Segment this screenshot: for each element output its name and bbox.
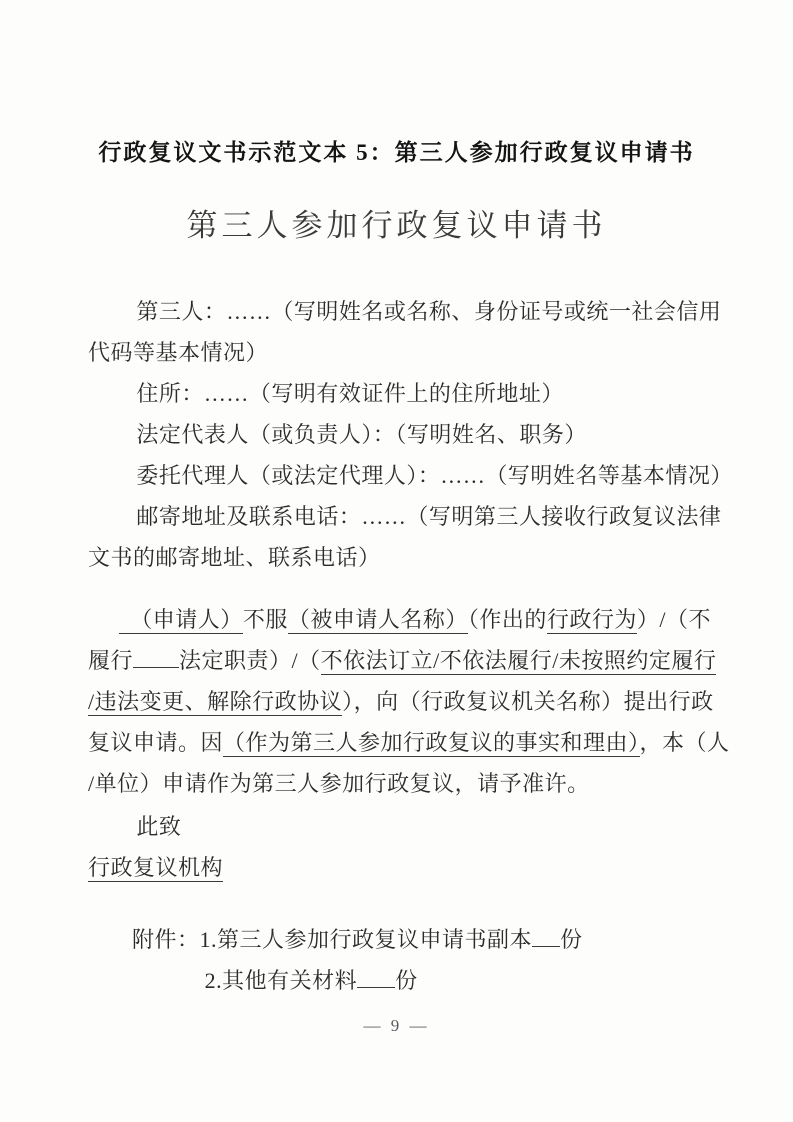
body-text: 法定职责）/（ — [179, 648, 321, 673]
body-line-5 — [88, 763, 716, 804]
document-header: 行政复议文书示范文本 5：第三人参加行政复议申请书 — [98, 140, 695, 165]
info-line-third-party: 第三人：……（写明姓名或名称、身份证号或统一社会信用 — [136, 299, 722, 324]
third-party-info-section — [88, 291, 733, 578]
info-line-legal-representative: 法定代表人（或负责人）：（写明姓名、职务） — [136, 422, 587, 447]
body-text: 不服 — [242, 607, 288, 632]
info-line-address: 住所：……（写明有效证件上的住所地址） — [136, 381, 564, 406]
attachment-item-2 — [132, 959, 583, 1000]
body-line-4 — [88, 722, 730, 763]
body-text: ，本（人 — [639, 730, 730, 755]
info-line-mailing-phone-cont: 文书的邮寄地址、联系电话） — [88, 545, 381, 570]
review-organ-line — [88, 847, 716, 888]
attachment-2-text: 2.其他有关材料 — [204, 968, 358, 993]
body-text: 复议申请。因 — [88, 730, 224, 755]
applicant-blank-underlined: （申请人） — [118, 607, 243, 632]
body-text: （作出的 — [467, 607, 547, 632]
statutory-duty-blank-field — [133, 667, 179, 668]
attachments-section — [132, 918, 583, 1000]
attachment-1-text: 1.第三人参加行政复议申请书副本 — [199, 927, 533, 952]
attachment-2-count-blank-field — [357, 987, 395, 988]
page-number: — 9 — — [363, 1016, 430, 1035]
body-text: ），向（行政复议机关名称）提出行政 — [342, 689, 714, 714]
agreement-violation-underlined-cont: /违法变更、解除行政协议 — [88, 689, 343, 714]
body-text: /单位）申请作为第三人参加行政复议，请予准许。 — [88, 771, 590, 796]
body-text: ）/（不 — [636, 607, 711, 632]
application-body-section — [88, 599, 730, 888]
attachment-1-count-blank-field — [532, 946, 560, 947]
body-line-3 — [88, 681, 716, 722]
attachment-2-unit: 份 — [395, 968, 418, 993]
attachments-label: 附件： — [132, 927, 200, 952]
agreement-violation-underlined: 不依法订立/不依法履行/未按照约定履行 — [320, 648, 717, 673]
administrative-act-underlined: 行政行为 — [546, 607, 637, 632]
body-line-2 — [88, 640, 716, 681]
info-line-mailing-phone: 邮寄地址及联系电话：……（写明第三人接收行政复议法律 — [136, 504, 722, 529]
body-line-1 — [88, 599, 716, 640]
respondent-name-underlined: （被申请人名称） — [287, 607, 468, 632]
body-text: 履行 — [88, 648, 134, 673]
attachment-1-unit: 份 — [560, 927, 583, 952]
salutation: 此致 — [136, 814, 182, 839]
document-title: 第三人参加行政复议申请书 — [186, 208, 607, 243]
info-line-third-party-cont: 代码等基本情况） — [88, 340, 269, 365]
facts-reasons-underlined: （作为第三人参加行政复议的事实和理由） — [223, 730, 640, 755]
attachment-item-1 — [132, 918, 583, 959]
info-line-agent: 委托代理人（或法定代理人）：……（写明姓名等基本情况） — [136, 463, 733, 488]
review-organ-underlined: 行政复议机构 — [88, 855, 224, 880]
